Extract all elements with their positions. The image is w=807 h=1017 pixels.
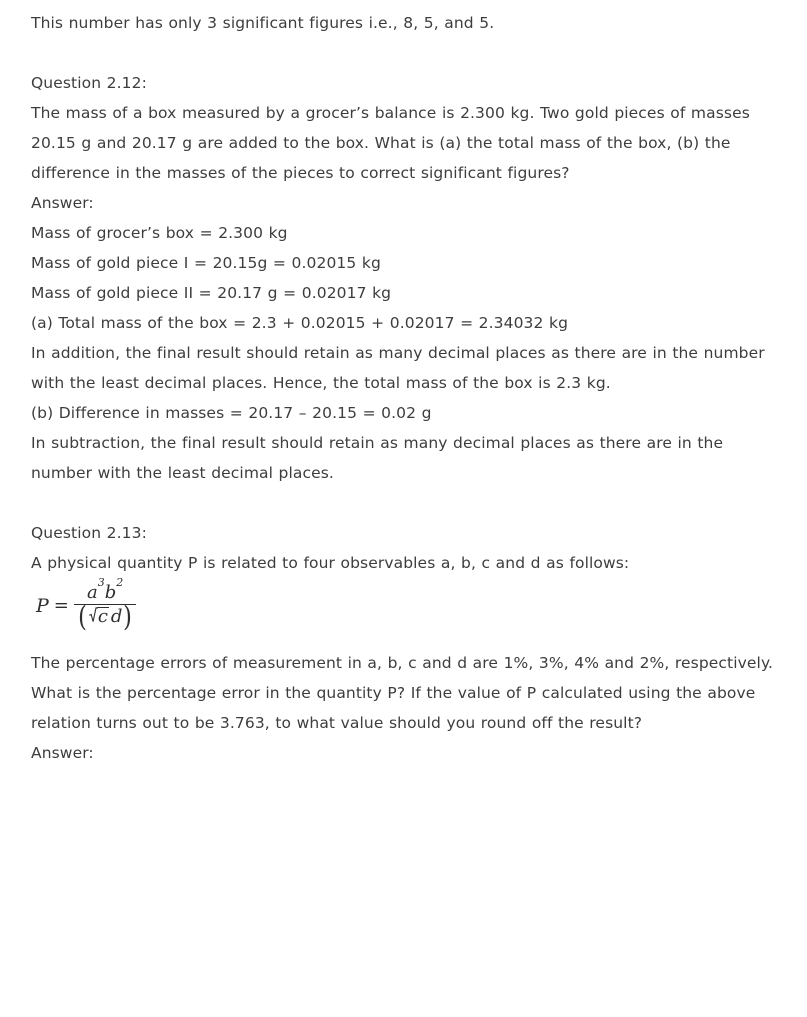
solution-line-7: In subtraction, the final result should retain as many decimal places as there are in the number with the least decimal places. bbox=[31, 434, 729, 482]
solution-line-6: (b) Difference in masses = 20.17 – 20.15 = 0.02 g bbox=[31, 404, 432, 422]
answer-label-1: Answer: bbox=[31, 194, 94, 212]
paragraph-spacer bbox=[31, 488, 783, 518]
open-paren: ( bbox=[77, 600, 87, 634]
numerator-exponent-b: 2 bbox=[116, 576, 124, 589]
document-content bbox=[31, 8, 783, 768]
question-2-12-heading: Question 2.12: bbox=[31, 74, 147, 92]
question-2-13-body: A physical quantity P is related to four observables a, b, c and d as follows: bbox=[31, 554, 630, 572]
denominator-d: d bbox=[110, 605, 123, 627]
solution-line-1: Mass of grocer’s box = 2.300 kg bbox=[31, 224, 288, 242]
square-root-icon bbox=[89, 607, 109, 627]
formula-lhs: P bbox=[36, 594, 49, 617]
solution-line-5: In addition, the final result should retain as many decimal places as there are in the number with the least decimal places. Hence, the total mass of the box is 2.3 kg. bbox=[31, 344, 771, 392]
intro-line: This number has only 3 significant figures i.e., 8, 5, and 5. bbox=[31, 14, 495, 32]
formula-block bbox=[31, 576, 783, 644]
radicand-c: c bbox=[97, 605, 108, 627]
physics-formula-p-equals bbox=[36, 576, 136, 634]
solution-line-4: (a) Total mass of the box = 2.3 + 0.02015 + 0.02017 = 2.34032 kg bbox=[31, 314, 569, 332]
solution-line-2: Mass of gold piece I = 20.15g = 0.02015 kg bbox=[31, 254, 381, 272]
paragraph-spacer bbox=[31, 38, 783, 68]
question-2-12-body: The mass of a box measured by a grocer’s balance is 2.300 kg. Two gold pieces of masses 20.15 g and 20.17 g are added to the box. What is (a) the total mass of the box, (b) the difference in the masses of the pieces to correct significant figures? bbox=[31, 104, 756, 182]
close-paren: ) bbox=[123, 600, 133, 634]
numerator-exponent-a: 3 bbox=[97, 576, 105, 589]
solution-line-3: Mass of gold piece II = 20.17 g = 0.02017 kg bbox=[31, 284, 392, 302]
formula-numerator bbox=[83, 576, 127, 604]
answer-label-2: Answer: bbox=[31, 744, 94, 762]
numerator-base-a: a bbox=[87, 582, 98, 603]
numerator-base-b: b bbox=[104, 582, 117, 603]
formula-equals-sign: = bbox=[53, 595, 69, 617]
formula-fraction bbox=[74, 576, 137, 634]
formula-denominator bbox=[74, 600, 137, 634]
question-2-13-body-2: The percentage errors of measurement in a, b, c and d are 1%, 3%, 4% and 2%, respectively. What is the percentage error in the quantity P? If the value of P calculated using the above relation turns out to be 3.763, to what value should you round off the result? bbox=[31, 654, 779, 732]
question-2-13-heading: Question 2.13: bbox=[31, 524, 147, 542]
